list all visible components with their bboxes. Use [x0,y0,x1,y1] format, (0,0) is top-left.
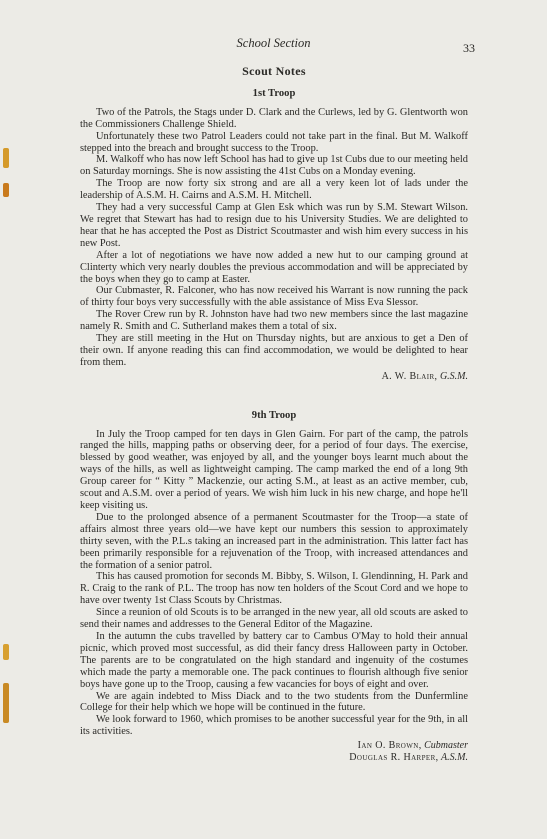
section-9th-troop [80,410,468,764]
margin-tab-mark [3,183,9,197]
section-1st-troop [80,88,468,383]
signature [80,371,468,383]
article-title: Scout Notes [242,64,306,78]
paragraph: In the autumn the cubs travelled by battery car to Cambus O'May to hold their annual picnic, which proved most successful, as did their fancy dress Halloween party in October. The parents are to be congratulated on the high standard and ingenuity of the costumes which made the party a memorable one. The pack continues to flourish although five senior boys have gone up to the Troop, causing a few vacancies for boys of eight and over. [80,630,468,690]
signature-name: Douglas R. Harper, [349,752,439,764]
paragraph: We are again indebted to Miss Diack and to the two students from the Dunfermline College for their help which we hope will be continued in the future. [80,690,468,714]
paragraph: After a lot of negotiations we have now added a new hut to our camping ground at Clinterty which very nearly doubles the previous accommodation and will be appreciated by the boys when they go to camp at Easter. [80,249,468,285]
paragraph: This has caused promotion for seconds M. Bibby, S. Wilson, I. Glendinning, H. Park and R. Craig to the rank of P.L. The troop has now ten holders of the Scout Cord and we hope to have over twenty 1st Class Scouts by Christmas. [80,571,468,607]
paragraph: Unfortunately these two Patrol Leaders could not take part in the final. But M. Walkoff stepped into the breach and brought success to the Troop. [80,130,468,154]
section-title: 9th Troop [251,409,297,421]
page-number: 33 [463,41,475,55]
paragraph: The Rover Crew run by R. Johnston have had two new members since the last magazine namely R. Smith and C. Sutherland makes them a total of six. [80,309,468,333]
signature-role: A.S.M. [441,752,468,764]
paragraph: They had a very successful Camp at Glen Esk which was run by S.M. Stewart Wilson. We regret that Stewart has had to resign due to his University Studies. We are delighted to hear that he has accepted the Post as District Scoutmaster and wish him every success in his new Post. [80,202,468,249]
page-header [0,36,547,54]
margin-tab-mark [3,644,9,660]
section-title: 1st Troop [252,87,296,99]
signature-role: Cubmaster [424,740,468,752]
article [80,66,468,764]
signature [80,740,468,752]
signature [80,752,468,764]
margin-tab-mark [3,148,9,168]
paragraph: The Troop are now forty six strong and are all a very keen lot of lads under the leadership of A.S.M. H. Cairns and A.S.M. H. Mitchell. [80,178,468,202]
paragraph: Two of the Patrols, the Stags under D. Clark and the Curlews, led by G. Glentworth won the Commissioners Challenge Shield. [80,106,468,130]
paragraph: In July the Troop camped for ten days in Glen Gairn. For part of the camp, the patrols ranged the hills, mapping paths or observing deer, for a period of four days. The exercise, blessed by good weather, was enjoyed by all, and the younger boys learnt much about the ways of the hills, as well as lightweight camping. The camp marked the end of a long 9th Group career for “ Kitty ” Mackenzie, our acting S.M., at least as an active member, cub, scout and A.S.M. over a period of years. We wish him luck in his new charge, and hope he'll keep visiting us. [80,428,468,511]
paragraph: Since a reunion of old Scouts is to be arranged in the new year, all old scouts are asked to send their names and addresses to the General Editor of the Magazine. [80,607,468,631]
signature-name: A. W. Blair, [381,370,438,382]
paragraph: We look forward to 1960, which promises to be another successful year for the 9th, in all its activities. [80,714,468,738]
section-gap [80,383,468,410]
running-title: School Section [236,36,311,50]
signature-name: Ian O. Brown, [357,740,422,752]
paragraph: They are still meeting in the Hut on Thursday nights, but are anxious to get a Den of their own. If anyone reading this can find accommodation, we would be delighted to hear from them. [80,333,468,368]
paragraph: Due to the prolonged absence of a permanent Scoutmaster for the Troop—a state of affairs almost three years old—we have kept our numbers this session to approximately thirty seven, with the P.L.s taking an increased part in the administration. This latter fact has been primarily responsible for a rejuvenation of the Troop, with increased attendances and the formation of a senior patrol. [80,511,468,571]
paragraph: M. Walkoff who has now left School has had to give up 1st Cubs due to our meeting held on Saturday mornings. She is now assisting the 41st Cubs on a Monday evening. [80,154,468,178]
signature-role: G.S.M. [439,370,468,382]
margin-tab-mark [3,683,9,723]
paragraph: Our Cubmaster, R. Falconer, who has now received his Warrant is now running the pack of thirty four boys very successfully with the able assistance of Miss Eva Slessor. [80,285,468,309]
